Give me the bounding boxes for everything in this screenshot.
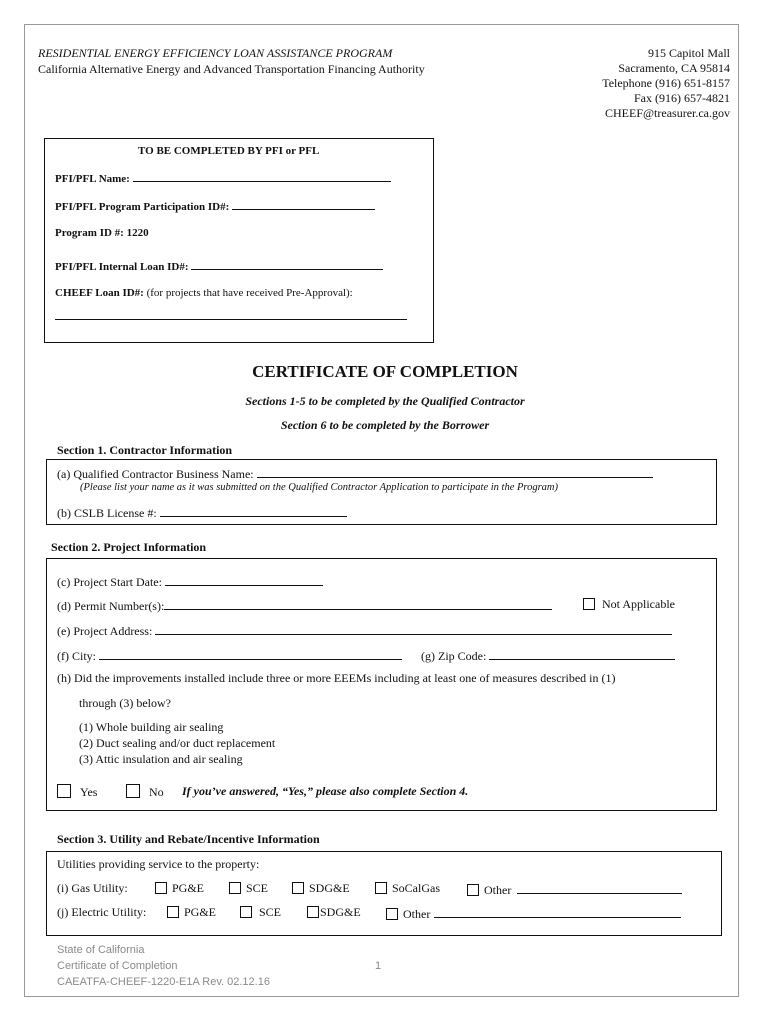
section3-heading: Section 3. Utility and Rebate/Incentive Information (57, 832, 320, 846)
electric-option-sdge[interactable] (307, 905, 361, 920)
cslb-row (57, 504, 347, 521)
zip-label: (g) Zip Code: (421, 649, 487, 663)
zip-field[interactable] (489, 647, 675, 660)
cheef-note: (for projects that have received Pre-Approval): (146, 287, 353, 299)
start-date-field[interactable] (165, 573, 323, 586)
page-title: CERTIFICATE OF COMPLETION (252, 362, 518, 381)
fax: Fax (916) 657-4821 (634, 91, 730, 105)
electric-sce-label: SCE (259, 905, 282, 919)
electric-other-checkbox[interactable] (386, 908, 398, 920)
electric-sdge-checkbox[interactable] (307, 906, 319, 918)
pfi-name-field[interactable] (133, 169, 391, 182)
electric-option-pge[interactable] (167, 905, 216, 920)
program-id: Program ID #: 1220 (55, 227, 149, 239)
not-applicable-checkbox[interactable] (583, 598, 595, 610)
project-address-row (57, 622, 672, 639)
cheef-loan-field[interactable] (55, 319, 407, 320)
gas-option-pge[interactable] (155, 881, 204, 896)
electric-option-sce[interactable] (240, 905, 281, 920)
yes-checkbox[interactable] (57, 784, 71, 798)
pfi-name-label: PFI/PFL Name: (55, 173, 130, 185)
footer-doc-name: Certificate of Completion (57, 960, 178, 972)
internal-loan-label: PFI/PFL Internal Loan ID#: (55, 261, 189, 273)
gas-sce-label: SCE (246, 881, 269, 895)
not-applicable-option[interactable] (583, 597, 675, 612)
measure-3: (3) Attic insulation and air sealing (79, 752, 243, 766)
pfi-name-row (55, 169, 391, 185)
pfi-box-heading: TO BE COMPLETED BY PFI or PFL (138, 145, 320, 157)
gas-sdge-checkbox[interactable] (292, 882, 304, 894)
email: CHEEF@treasurer.ca.gov (604, 106, 730, 120)
gas-other-checkbox[interactable] (467, 884, 479, 896)
zip-row (421, 647, 675, 664)
footer-state: State of California (57, 944, 145, 956)
eeem-question-cont: through (3) below? (79, 696, 171, 710)
gas-option-sdge[interactable] (292, 881, 350, 896)
participation-label: PFI/PFL Program Participation ID#: (55, 201, 230, 213)
gas-option-sce[interactable] (229, 881, 268, 896)
electric-sdge-label: SDG&E (320, 905, 361, 919)
section1-heading: Section 1. Contractor Information (57, 443, 233, 457)
electric-pge-label: PG&E (184, 905, 217, 919)
no-checkbox[interactable] (126, 784, 140, 798)
electric-pge-checkbox[interactable] (167, 906, 179, 918)
gas-other-field[interactable] (517, 881, 682, 894)
city-row (57, 647, 402, 664)
cslb-label: (b) CSLB License #: (57, 506, 157, 520)
gas-pge-checkbox[interactable] (155, 882, 167, 894)
measure-2: (2) Duct sealing and/or duct replacement (79, 736, 276, 750)
measure-1: (1) Whole building air sealing (79, 720, 224, 734)
city-field[interactable] (99, 647, 402, 660)
cheef-row (55, 287, 353, 299)
electric-other-field[interactable] (434, 905, 681, 918)
authority-name: California Alternative Energy and Advanced Transportation Financing Authority (38, 62, 425, 76)
not-applicable-label: Not Applicable (602, 597, 675, 611)
permit-field[interactable] (164, 597, 552, 610)
gas-pge-label: PG&E (172, 881, 205, 895)
footer-page-number: 1 (375, 960, 382, 972)
yes-note: If you’ve answered, “Yes,” please also complete Section 4. (182, 784, 469, 798)
city-label: (f) City: (57, 649, 96, 663)
subtitle-1: Sections 1-5 to be completed by the Qualified Contractor (245, 394, 525, 408)
address-line-2: Sacramento, CA 95814 (618, 61, 730, 75)
cslb-field[interactable] (160, 504, 347, 517)
business-name-label: (a) Qualified Contractor Business Name: (57, 467, 254, 481)
electric-option-other[interactable] (386, 905, 681, 922)
gas-other-label: Other (484, 883, 512, 897)
electric-utility-label: (j) Electric Utility: (57, 905, 147, 919)
gas-utility-label: (i) Gas Utility: (57, 881, 128, 895)
subtitle-2: Section 6 to be completed by the Borrower (280, 418, 490, 432)
gas-socalgas-label: SoCalGas (392, 881, 440, 895)
participation-field[interactable] (232, 197, 375, 210)
program-name: RESIDENTIAL ENERGY EFFICIENCY LOAN ASSISTANCE PROGRAM (38, 46, 393, 60)
permit-row (57, 597, 552, 614)
yes-label: Yes (80, 785, 98, 799)
gas-option-socalgas[interactable] (375, 881, 440, 896)
project-address-label: (e) Project Address: (57, 624, 153, 638)
address-line-1: 915 Capitol Mall (648, 46, 730, 60)
gas-option-other[interactable] (467, 881, 682, 898)
section2-heading: Section 2. Project Information (51, 540, 207, 554)
start-date-label: (c) Project Start Date: (57, 575, 162, 589)
yes-option[interactable] (57, 784, 97, 800)
telephone: Telephone (916) 651-8157 (602, 76, 730, 90)
electric-sce-checkbox[interactable] (240, 906, 252, 918)
internal-loan-field[interactable] (191, 257, 383, 270)
permit-label: (d) Permit Number(s): (57, 599, 165, 613)
internal-loan-row (55, 257, 383, 273)
eeem-question: (h) Did the improvements installed include three or more EEEMs including at least one of measures described in (1) (57, 671, 616, 685)
electric-other-label: Other (403, 907, 431, 921)
business-name-field[interactable] (257, 465, 653, 478)
project-address-field[interactable] (155, 622, 672, 635)
cheef-label: CHEEF Loan ID#: (55, 287, 144, 299)
participation-row (55, 197, 375, 213)
start-date-row (57, 573, 323, 590)
business-name-row (57, 465, 653, 482)
no-label: No (149, 785, 164, 799)
no-option[interactable] (126, 784, 164, 800)
utilities-intro: Utilities providing service to the property: (57, 857, 260, 871)
gas-socalgas-checkbox[interactable] (375, 882, 387, 894)
gas-sce-checkbox[interactable] (229, 882, 241, 894)
business-name-note: (Please list your name as it was submitted on the Qualified Contractor Application to participate in the Program) (80, 482, 559, 493)
footer-form-id: CAEATFA-CHEEF-1220-E1A Rev. 02.12.16 (57, 976, 270, 988)
gas-sdge-label: SDG&E (309, 881, 350, 895)
